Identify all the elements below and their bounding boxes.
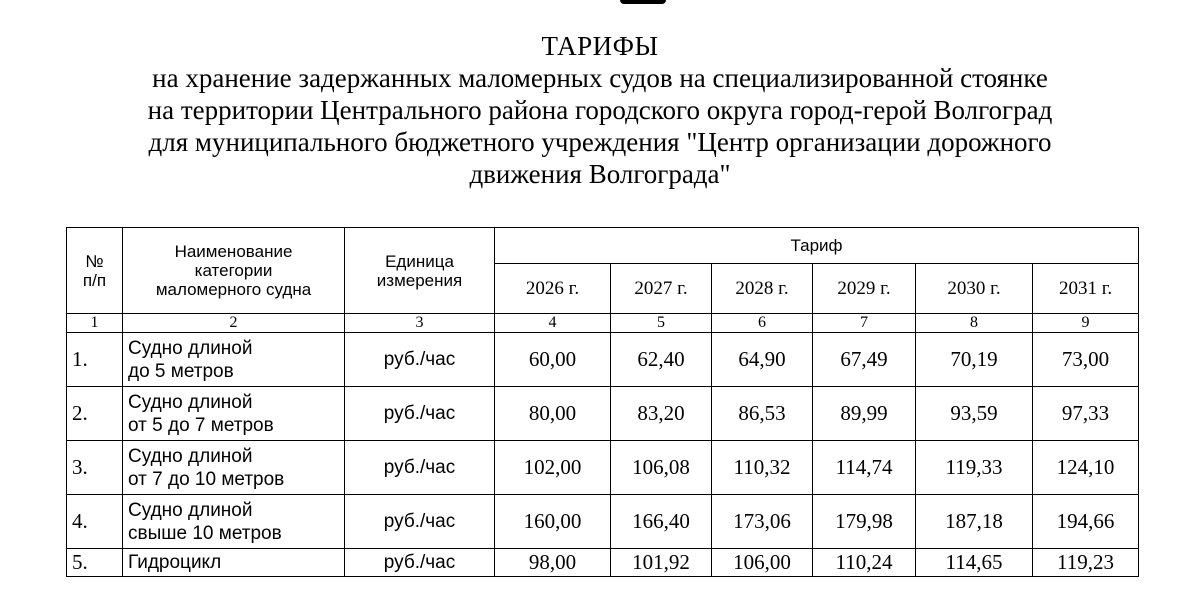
category-name-line: до 5 метров — [128, 360, 234, 382]
tariff-value: 119,33 — [916, 441, 1033, 495]
tariff-value: 173,06 — [712, 495, 813, 549]
header-name-line-1: Наименование — [174, 242, 293, 261]
tariff-value: 98,00 — [495, 549, 611, 577]
column-number: 6 — [712, 314, 813, 333]
table-row — [67, 387, 1139, 441]
unit-cell: руб./час — [345, 333, 495, 387]
row-number: 4. — [67, 495, 123, 549]
unit-cell: руб./час — [345, 387, 495, 441]
document-heading — [0, 30, 1200, 190]
tariff-value: 73,00 — [1033, 333, 1139, 387]
tariff-value: 187,18 — [916, 495, 1033, 549]
category-name-line: Судно длиной — [128, 337, 253, 359]
table-row — [67, 495, 1139, 549]
category-name-line: от 5 до 7 метров — [128, 414, 274, 436]
category-name — [123, 441, 345, 495]
category-name-line: свыше 10 метров — [128, 522, 282, 544]
tariff-value: 70,19 — [916, 333, 1033, 387]
tariff-value: 160,00 — [495, 495, 611, 549]
header-unit-line-2: измерения — [376, 270, 463, 290]
header-name — [123, 228, 345, 314]
category-name — [123, 495, 345, 549]
tariff-value: 60,00 — [495, 333, 611, 387]
tariffs-table — [66, 227, 1139, 577]
header-name-line-3: маломерного судна — [155, 280, 312, 299]
tariff-value: 114,74 — [813, 441, 916, 495]
header-year-2029: 2029 г. — [813, 264, 916, 314]
header-year-2027: 2027 г. — [611, 264, 712, 314]
header-year-2030: 2030 г. — [916, 264, 1033, 314]
table-row — [67, 441, 1139, 495]
tariff-value: 124,10 — [1033, 441, 1139, 495]
category-name — [123, 549, 345, 577]
column-number: 2 — [123, 314, 345, 333]
header-name-line-2: категории — [194, 261, 273, 280]
column-number: 4 — [495, 314, 611, 333]
tariff-value: 194,66 — [1033, 495, 1139, 549]
header-unit — [345, 228, 495, 314]
column-number: 9 — [1033, 314, 1139, 333]
category-name — [123, 387, 345, 441]
tariff-value: 119,23 — [1033, 549, 1139, 577]
category-name-line: Гидроцикл — [128, 552, 222, 573]
heading-line-2: на территории Центрального района городского округа город-герой Волгоград — [147, 95, 1053, 125]
tariff-value: 106,08 — [611, 441, 712, 495]
header-year-2031: 2031 г. — [1033, 264, 1139, 314]
category-name — [123, 333, 345, 387]
tariff-value: 80,00 — [495, 387, 611, 441]
category-name-line: Судно длиной — [128, 391, 253, 413]
row-number: 3. — [67, 441, 123, 495]
column-number: 1 — [67, 314, 123, 333]
table-row — [67, 549, 1139, 577]
header-year-2028: 2028 г. — [712, 264, 813, 314]
tariff-value: 102,00 — [495, 441, 611, 495]
header-number — [67, 228, 123, 314]
tariff-value: 67,49 — [813, 333, 916, 387]
header-year-2026: 2026 г. — [495, 264, 611, 314]
category-name-line: Судно длиной — [128, 445, 253, 467]
tariff-value: 114,65 — [916, 549, 1033, 577]
header-number-line-1: № — [85, 251, 104, 271]
heading-line-4: движения Волгограда" — [469, 159, 731, 189]
unit-cell: руб./час — [345, 495, 495, 549]
category-name-line: от 7 до 10 метров — [128, 468, 285, 490]
document-title: ТАРИФЫ — [541, 31, 659, 61]
tariff-value: 64,90 — [712, 333, 813, 387]
tariff-value: 106,00 — [712, 549, 813, 577]
header-unit-line-1: Единица — [385, 251, 454, 271]
table-row — [67, 333, 1139, 387]
tariff-value: 179,98 — [813, 495, 916, 549]
tariff-value: 101,92 — [611, 549, 712, 577]
column-number: 5 — [611, 314, 712, 333]
header-number-line-2: п/п — [82, 270, 107, 290]
row-number: 1. — [67, 333, 123, 387]
tariff-value: 83,20 — [611, 387, 712, 441]
tariff-value: 93,59 — [916, 387, 1033, 441]
tariff-value: 86,53 — [712, 387, 813, 441]
top-page-mark — [620, 0, 666, 4]
header-tariff: Тариф — [495, 228, 1139, 264]
tariff-value: 110,32 — [712, 441, 813, 495]
column-number: 3 — [345, 314, 495, 333]
category-name-line: Судно длиной — [128, 499, 253, 521]
tariff-value: 89,99 — [813, 387, 916, 441]
heading-line-3: для муниципального бюджетного учреждения "Центр организации дорожного — [148, 127, 1052, 157]
tariff-value: 62,40 — [611, 333, 712, 387]
row-number: 2. — [67, 387, 123, 441]
heading-line-1: на хранение задержанных маломерных судов на специализированной стоянке — [152, 63, 1048, 93]
unit-cell: руб./час — [345, 549, 495, 577]
column-number: 7 — [813, 314, 916, 333]
unit-cell: руб./час — [345, 441, 495, 495]
row-number: 5. — [67, 549, 123, 577]
column-number: 8 — [916, 314, 1033, 333]
column-number-row — [67, 314, 1139, 333]
header-row-1 — [67, 228, 1139, 264]
tariff-value: 166,40 — [611, 495, 712, 549]
tariff-value: 97,33 — [1033, 387, 1139, 441]
tariff-value: 110,24 — [813, 549, 916, 577]
